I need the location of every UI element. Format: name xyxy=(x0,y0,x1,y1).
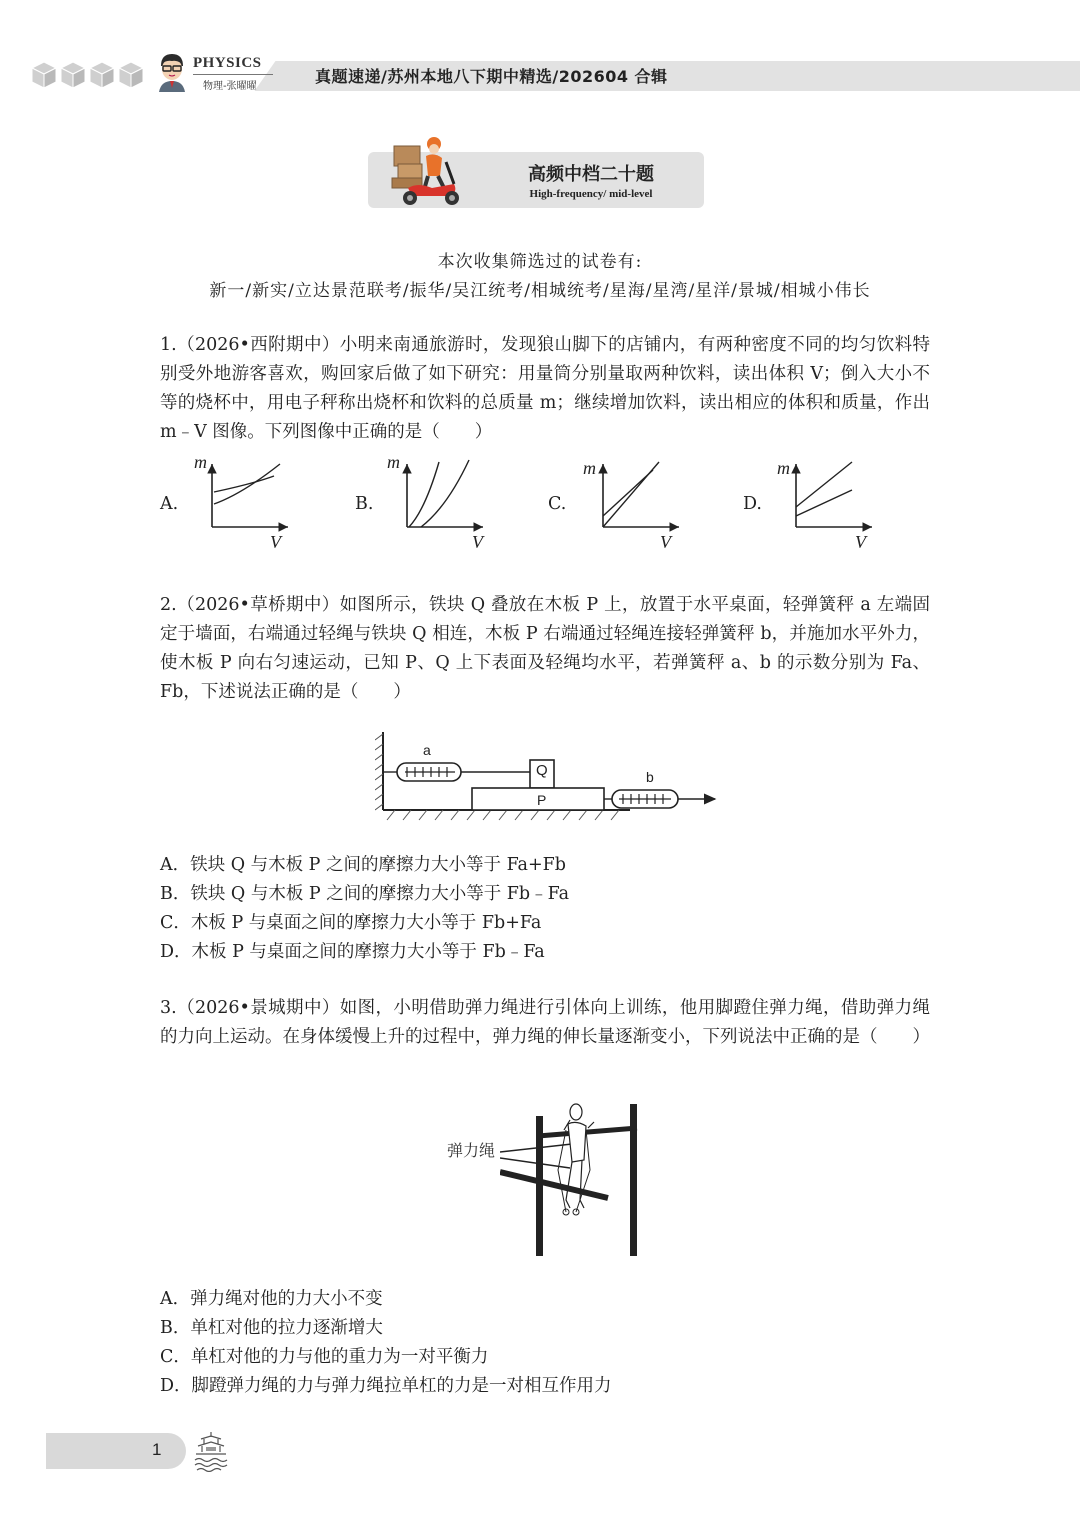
q2-option-a: A．铁块 Q 与木板 P 之间的摩擦力大小等于 Fa+Fb xyxy=(160,855,566,875)
q3-option-d: D．脚蹬弹力绳的力与弹力绳拉单杠的力是一对相互作用力 xyxy=(160,1376,612,1396)
intro-line-1: 本次收集筛选过的试卷有: xyxy=(437,252,643,272)
q3-option-b: B．单杠对他的拉力逐渐增大 xyxy=(160,1318,383,1338)
question-3-stem: 3.（2026•景城期中）如图，小明借助弹力绳进行引体向上训练，他用脚蹬住弹力绳，借助弹力绳的力向上运动。在身体缓慢上升的过程中，弹力绳的伸长量逐渐变小，下列说法中正确的是（ ） xyxy=(160,998,930,1047)
q1-graph-b-ylabel: m xyxy=(387,452,400,472)
q2-board-p-label: P xyxy=(537,792,547,808)
q1-graph-d xyxy=(776,452,886,552)
teacher-avatar-icon xyxy=(155,52,189,92)
q1-option-b-label: B. xyxy=(355,494,374,514)
q1-graph-c xyxy=(583,452,693,552)
brand-rule xyxy=(193,74,273,75)
q1-graph-d-ylabel: m xyxy=(777,458,790,478)
q2-spring-a-label: a xyxy=(423,742,431,758)
brand-name: PHYSICS xyxy=(193,55,262,71)
q2-block-q-label: Q xyxy=(536,762,548,779)
footer-bar xyxy=(46,1433,186,1469)
header-title: 真题速递/苏州本地八下期中精选/202604 合辑 xyxy=(315,67,668,86)
brand-subtitle: 物理-张曜曜 xyxy=(203,81,257,92)
q2-option-c: C．木板 P 与桌面之间的摩擦力大小等于 Fb+Fa xyxy=(160,913,542,933)
q1-option-d-label: D. xyxy=(743,494,762,514)
q1-graph-d-xlabel: V xyxy=(855,532,866,552)
q1-graph-b-xlabel: V xyxy=(472,532,483,552)
q3-figure xyxy=(500,1100,645,1260)
q2-option-b: B．铁块 Q 与木板 P 之间的摩擦力大小等于 Fb﹣Fa xyxy=(160,884,570,904)
question-2-stem: 2.（2026•草桥期中）如图所示，铁块 Q 叠放在木板 P 上，放置于水平桌面，轻弹簧秤 a 左端固定于墙面，右端通过轻绳与铁块 Q 相连，木板 P 右端通过轻绳连接轻弹簧秤 b，并施加水平外力，使木板 P 向右匀速运动，已知 P、Q 上下表面及轻绳均水平，若弹簧秤 a、b 的示数分别为 Fa、Fb，下述说法正确的是（ ） xyxy=(160,595,930,702)
cubes-logo-icon xyxy=(30,58,150,92)
q1-graph-a xyxy=(192,452,302,552)
q2-spring-b-label: b xyxy=(646,769,654,785)
q1-graph-c-xlabel: V xyxy=(660,532,671,552)
banner-title: 高频中档二十题 xyxy=(528,164,654,185)
q3-option-c: C．单杠对他的力与他的重力为一对平衡力 xyxy=(160,1347,489,1367)
page-number: 1 xyxy=(152,1440,162,1459)
question-1-stem: 1.（2026•西附期中）小明来南通旅游时，发现狼山脚下的店铺内，有两种密度不同的均匀饮料特别受外地游客喜欢，购回家后做了如下研究：用量筒分别量取两种饮料，读出体积 V；倒入大小不等的烧杯中，用电子秤称出烧杯和饮料的总质量 m；继续增加饮料，读出相应的体积和质量，作出 m﹣V 图像。下列图像中正确的是（ ） xyxy=(160,335,930,442)
q1-option-a-label: A. xyxy=(160,494,179,514)
delivery-scooter-icon xyxy=(388,132,468,210)
banner-subtitle: High-frequency/ mid-level xyxy=(529,188,653,200)
q1-graph-a-xlabel: V xyxy=(270,532,281,552)
q1-option-c-label: C. xyxy=(548,494,567,514)
intro-line-2: 新一/新实/立达景范联考/振华/吴江统考/相城统考/星海/星湾/星洋/景城/相城小伟长 xyxy=(209,281,871,301)
q1-graph-c-ylabel: m xyxy=(583,458,596,478)
pagoda-logo-icon xyxy=(193,1430,229,1472)
q3-rope-label: 弹力绳 xyxy=(447,1141,496,1160)
q3-option-a: A．弹力绳对他的力大小不变 xyxy=(160,1289,383,1309)
q1-graph-a-ylabel: m xyxy=(194,452,207,472)
q2-option-d: D．木板 P 与桌面之间的摩擦力大小等于 Fb﹣Fa xyxy=(160,942,545,962)
